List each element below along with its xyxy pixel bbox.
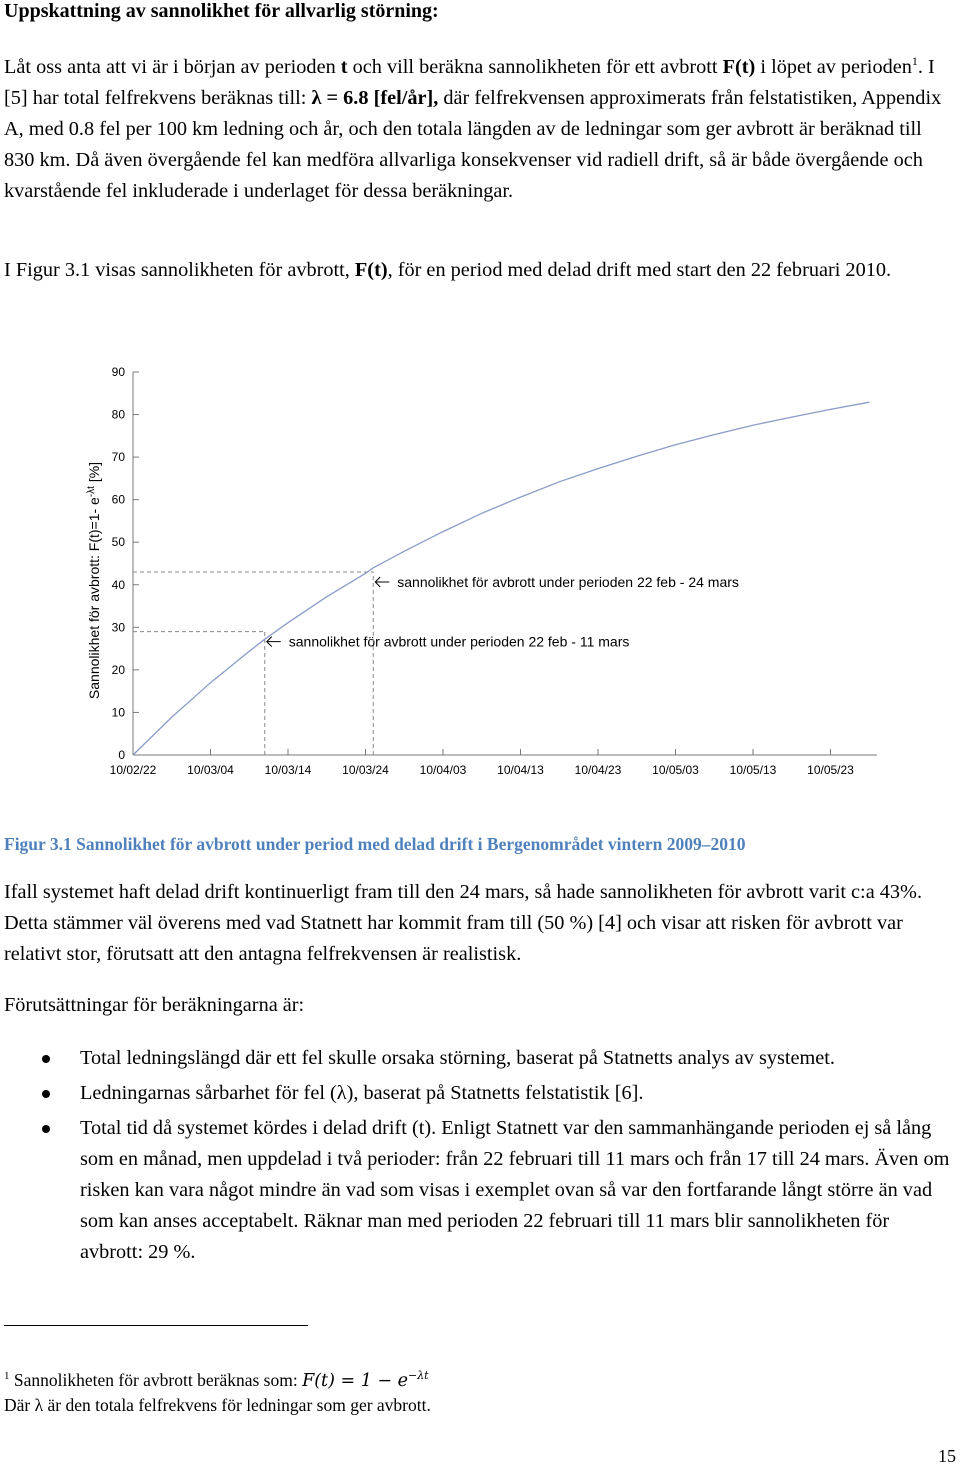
- x-tick-label: 10/02/22: [109, 763, 157, 777]
- y-tick-label: 70: [111, 450, 125, 465]
- x-tick-label: 10/05/13: [729, 763, 777, 777]
- list-item: Total tid då systemet kördes i delad drift (t). Enligt Statnett var den sammanhängande perioden ej så lång som en månad, men uppdelad i två perioder: från 22 februari till 11 mars och från 17 till 24 mars. Även om risken kan vara något mindre än vad som visas i exemplet ovan så var den fortfarande långt större än vad som kan anses acceptabelt. Räknar man med perioden 22 februari till 11 mars blir sannolikheten för avbrott: 29 %.: [4, 1113, 954, 1268]
- x-tick-label: 10/04/03: [419, 763, 467, 777]
- y-tick-label: 10: [111, 705, 125, 720]
- x-tick-label: 10/03/14: [264, 763, 312, 777]
- footnote-formula: $F(t) = 1 - e^{-\lambda t}$: [302, 1369, 429, 1391]
- y-tick-label: 60: [111, 492, 125, 507]
- assumptions-intro: Förutsättningar för beräkningarna är:: [4, 994, 305, 1016]
- annotation-label: sannolikhet för avbrott under perioden 22 feb - 24 mars: [397, 574, 739, 591]
- figure-caption: Figur 3.1 Sannolikhet för avbrott under period med delad drift i Bergenområdet vintern 2009–2010: [4, 834, 746, 854]
- probability-chart: [0, 350, 960, 790]
- footnote-ref: 1: [911, 54, 918, 68]
- y-tick-label: 80: [111, 407, 125, 422]
- section-heading: Uppskattning av sannolikhet för allvarlig störning:: [4, 0, 439, 22]
- intro-paragraph: Låt oss anta att vi är i början av perioden t och vill beräkna sannolikheten för ett avbrott F(t) i löpet av perioden$^1$. I [5] har total felfrekvens beräknas till: λ = 6.8 [fel/år], där felfrekvensen approximerats från felstatistiken, Appendix A, med 0.8 fel per 100 km ledning och år, och den totala längden av de ledningar som ger avbrott är beräknad till 830 km. Då även övergående fel kan medföra allvarliga konsekvenser vid radiell drift, så är både övergående och kvarstående fel inkluderade i underlaget för dessa beräkningar.: [4, 54, 942, 202]
- x-tick-label: 10/04/13: [497, 763, 544, 777]
- y-tick-label: 40: [111, 577, 125, 592]
- list-item: Total ledningslängd där ett fel skulle orsaka störning, baserat på Statnetts analys av systemet.: [4, 1043, 954, 1074]
- assumptions-list: [4, 1043, 954, 1272]
- y-tick-label: 50: [111, 535, 125, 550]
- bullet-icon: [42, 1055, 50, 1063]
- list-item: Ledningarnas sårbarhet för fel (λ), baserat på Statnetts felstatistik [6].: [4, 1078, 954, 1109]
- annotation-arrow-icon: [267, 637, 281, 647]
- figure-intro-paragraph: I Figur 3.1 visas sannolikheten för avbrott, F(t), för en period med delad drift med start den 22 februari 2010.: [4, 259, 892, 281]
- x-tick-label: 10/05/03: [652, 763, 699, 777]
- annotation-label: sannolikhet för avbrott under perioden 22 feb - 11 mars: [288, 633, 630, 650]
- footnote-divider: [4, 1325, 308, 1326]
- y-tick-label: 0: [118, 748, 125, 762]
- y-tick-label: 20: [111, 662, 125, 677]
- page-number: 15: [938, 1446, 956, 1466]
- conclusion-paragraph: Ifall systemet haft delad drift kontinuerligt fram till den 24 mars, så hade sannolikheten för avbrott varit c:a 43%. Detta stämmer väl överens med vad Statnett har kommit fram till (50 %) [4] och visar att risken för avbrott var relativt stor, förutsatt att den antagna felfrekvensen är realistisk.: [4, 881, 923, 965]
- x-tick-label: 10/03/24: [342, 763, 389, 777]
- y-tick-label: 30: [111, 620, 125, 635]
- x-tick-label: 10/04/23: [574, 763, 622, 777]
- bullet-icon: [42, 1090, 50, 1098]
- footnote: $^1$ Sannolikheten för avbrott beräknas som: $F(t) = 1 - e^{-\lambda t}$: [4, 1369, 429, 1391]
- bullet-icon: [42, 1125, 50, 1133]
- footnote-line-2: Där λ är den totala felfrekvens för ledningar som ger avbrott.: [4, 1395, 431, 1415]
- annotation-arrow-icon: [375, 577, 389, 587]
- y-tick-label: 90: [111, 365, 125, 379]
- y-axis-label: Sannolikhet för avbrott: F(t)=1- $e^{-\lambda t}$ [%]: [85, 461, 102, 700]
- x-tick-label: 10/03/04: [187, 763, 234, 777]
- x-tick-label: 10/05/23: [807, 763, 854, 777]
